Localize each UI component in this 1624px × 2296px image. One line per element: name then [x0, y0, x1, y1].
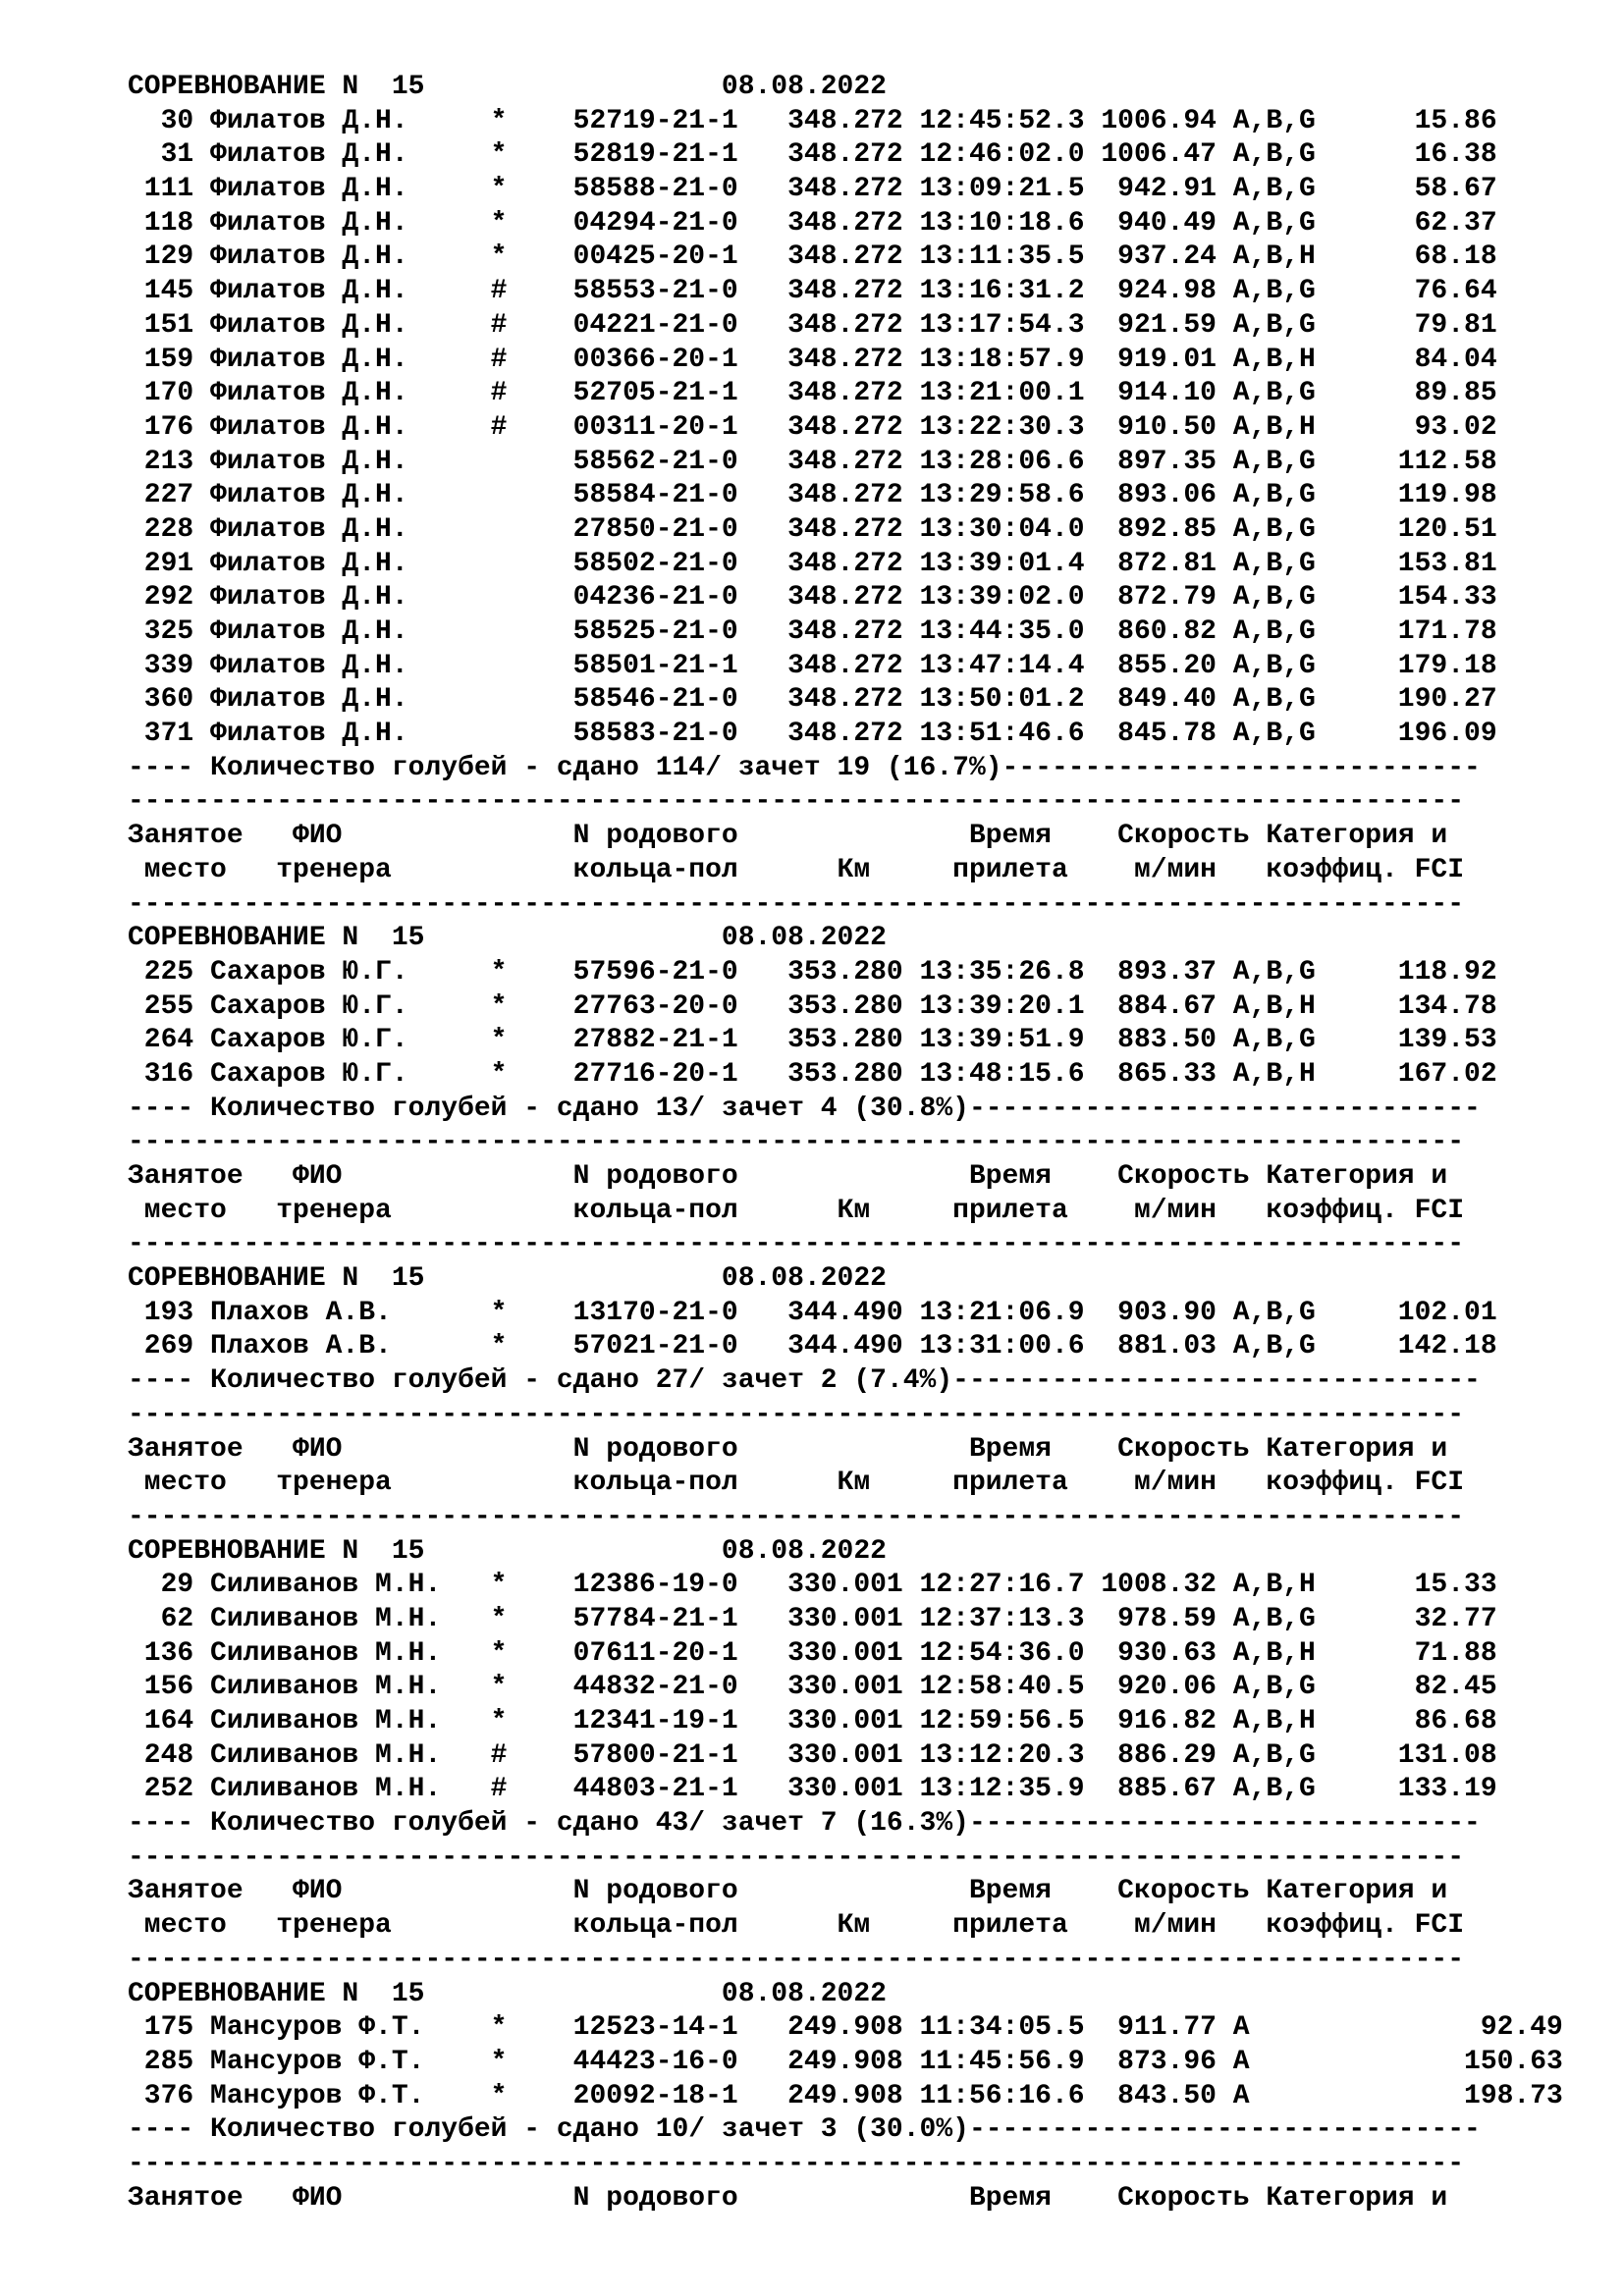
summary-line: ---- Количество голубей - сдано 10/ зачет 3 (30.0%)------------------------------- — [128, 2114, 1481, 2146]
result-row: 31 Филатов Д.Н. * 52819-21-1 348.272 12:46:02.0 1006.47 A,B,G 16.38 — [128, 139, 1497, 171]
result-row: 145 Филатов Д.Н. # 58553-21-0 348.272 13:16:31.2 924.98 A,B,G 76.64 — [128, 276, 1497, 307]
separator-line: --------------------------------------------------------------------------------- — [128, 1842, 1465, 1873]
result-row: 371 Филатов Д.Н. 58583-21-0 348.272 13:51:46.6 845.78 A,B,G 196.09 — [128, 719, 1497, 750]
result-row: 227 Филатов Д.Н. 58584-21-0 348.272 13:29:58.6 893.06 A,B,G 119.98 — [128, 480, 1497, 511]
separator-line: --------------------------------------------------------------------------------- — [128, 786, 1465, 818]
result-row: 164 Силиванов М.Н. * 12341-19-1 330.001 12:59:56.5 916.82 A,B,H 86.68 — [128, 1706, 1497, 1736]
result-row: 176 Филатов Д.Н. # 00311-20-1 348.272 13:22:30.3 910.50 A,B,H 93.02 — [128, 411, 1497, 443]
result-row: 264 Сахаров Ю.Г. * 27882-21-1 353.280 13:39:51.9 883.50 A,B,G 139.53 — [128, 1025, 1497, 1056]
column-header-line-2: место тренера кольца-пол Км прилета м/мин коэффиц. FCI — [128, 1468, 1465, 1499]
result-row: 30 Филатов Д.Н. * 52719-21-1 348.272 12:45:52.3 1006.94 A,B,G 15.86 — [128, 105, 1497, 136]
result-row: 248 Силиванов М.Н. # 57800-21-1 330.001 13:12:20.3 886.29 A,B,G 131.08 — [128, 1739, 1497, 1771]
separator-line: --------------------------------------------------------------------------------- — [128, 1399, 1465, 1430]
column-header-line-1: Занятое ФИО N родового Время Скорость Категория и — [128, 821, 1448, 852]
result-row: 292 Филатов Д.Н. 04236-21-0 348.272 13:39:02.0 872.79 A,B,G 154.33 — [128, 582, 1497, 614]
competition-line: СОРЕВНОВАНИЕ N 15 08.08.2022 — [128, 923, 887, 954]
result-row: 111 Филатов Д.Н. * 58588-21-0 348.272 13:09:21.5 942.91 A,B,G 58.67 — [128, 174, 1497, 205]
summary-line: ---- Количество голубей - сдано 27/ зачет 2 (7.4%)-------------------------------- — [128, 1365, 1481, 1397]
results-document — [128, 71, 1600, 2216]
result-row: 339 Филатов Д.Н. 58501-21-1 348.272 13:47:14.4 855.20 A,B,G 179.18 — [128, 650, 1497, 681]
result-row: 156 Силиванов М.Н. * 44832-21-0 330.001 12:58:40.5 920.06 A,B,G 82.45 — [128, 1672, 1497, 1703]
competition-line: СОРЕВНОВАНИЕ N 15 08.08.2022 — [128, 1978, 887, 2009]
results-block — [128, 71, 1600, 785]
column-header-line-1: Занятое ФИО N родового Время Скорость Категория и — [128, 1876, 1448, 1907]
result-row: 159 Филатов Д.Н. # 00366-20-1 348.272 13:18:57.9 919.01 A,B,H 84.04 — [128, 344, 1497, 375]
summary-line: ---- Количество голубей - сдано 43/ зачет 7 (16.3%)------------------------------- — [128, 1808, 1481, 1840]
competition-line: СОРЕВНОВАНИЕ N 15 08.08.2022 — [128, 72, 887, 102]
result-row: 170 Филатов Д.Н. # 52705-21-1 348.272 13:21:00.1 914.10 A,B,G 89.85 — [128, 378, 1497, 409]
separator-line: --------------------------------------------------------------------------------- — [128, 1501, 1465, 1532]
column-header-line-1: Занятое ФИО N родового Время Скорость Категория и — [128, 1161, 1448, 1192]
result-row: 29 Силиванов М.Н. * 12386-19-0 330.001 12:27:16.7 1008.32 A,B,H 15.33 — [128, 1570, 1497, 1601]
result-row: 255 Сахаров Ю.Г. * 27763-20-0 353.280 13:39:20.1 884.67 A,B,H 134.78 — [128, 990, 1497, 1022]
result-row: 285 Мансуров Ф.Т. * 44423-16-0 249.908 11:45:56.9 873.96 A 150.63 — [128, 2046, 1563, 2077]
separator-line: --------------------------------------------------------------------------------- — [128, 1229, 1465, 1260]
result-row: 252 Силиванов М.Н. # 44803-21-1 330.001 13:12:35.9 885.67 A,B,G 133.19 — [128, 1774, 1497, 1805]
result-row: 228 Филатов Д.Н. 27850-21-0 348.272 13:30:04.0 892.85 A,B,G 120.51 — [128, 513, 1497, 545]
result-row: 269 Плахов А.В. * 57021-21-0 344.490 13:31:00.6 881.03 A,B,G 142.18 — [128, 1331, 1497, 1362]
separator-line: --------------------------------------------------------------------------------- — [128, 2148, 1465, 2179]
summary-line: ---- Количество голубей - сдано 13/ зачет 4 (30.8%)------------------------------- — [128, 1093, 1481, 1124]
separator-line: --------------------------------------------------------------------------------- — [128, 1127, 1465, 1158]
results-block — [128, 1126, 1600, 1399]
trailing-header-block — [128, 2148, 1600, 2216]
results-rows — [128, 105, 1600, 752]
column-header-line-1: Занятое ФИО N родового Время Скорость Категория и — [128, 1433, 1448, 1465]
results-block — [128, 1399, 1600, 1842]
result-row: 136 Силиванов М.Н. * 07611-20-1 330.001 12:54:36.0 930.63 A,B,H 71.88 — [128, 1637, 1497, 1669]
result-row: 213 Филатов Д.Н. 58562-21-0 348.272 13:28:06.6 897.35 A,B,G 112.58 — [128, 446, 1497, 477]
column-header-line-1: Занятое ФИО N родового Время Скорость Категория и — [128, 2182, 1448, 2214]
result-row: 193 Плахов А.В. * 13170-21-0 344.490 13:21:06.9 903.90 A,B,G 102.01 — [128, 1297, 1497, 1328]
summary-line: ---- Количество голубей - сдано 114/ зачет 19 (16.7%)----------------------------- — [128, 752, 1481, 783]
competition-line: СОРЕВНОВАНИЕ N 15 08.08.2022 — [128, 1535, 887, 1567]
result-row: 62 Силиванов М.Н. * 57784-21-1 330.001 12:37:13.3 978.59 A,B,G 32.77 — [128, 1603, 1497, 1634]
result-row: 360 Филатов Д.Н. 58546-21-0 348.272 13:50:01.2 849.40 A,B,G 190.27 — [128, 684, 1497, 716]
result-row: 325 Филатов Д.Н. 58525-21-0 348.272 13:44:35.0 860.82 A,B,G 171.78 — [128, 616, 1497, 647]
column-header-line-2: место тренера кольца-пол Км прилета м/мин коэффиц. FCI — [128, 1195, 1465, 1226]
column-header-line-2: место тренера кольца-пол Км прилета м/мин коэффиц. FCI — [128, 854, 1465, 885]
column-header-line-2: место тренера кольца-пол Км прилета м/мин коэффиц. FCI — [128, 1910, 1465, 1942]
result-row: 316 Сахаров Ю.Г. * 27716-20-1 353.280 13:48:15.6 865.33 A,B,H 167.02 — [128, 1058, 1497, 1090]
result-row: 175 Мансуров Ф.Т. * 12523-14-1 249.908 11:34:05.5 911.77 A 92.49 — [128, 2012, 1563, 2044]
results-block — [128, 1842, 1600, 2148]
separator-line: --------------------------------------------------------------------------------- — [128, 888, 1465, 920]
result-row: 129 Филатов Д.Н. * 00425-20-1 348.272 13:11:35.5 937.24 A,B,H 68.18 — [128, 241, 1497, 273]
separator-line: --------------------------------------------------------------------------------- — [128, 1944, 1465, 1975]
result-row: 225 Сахаров Ю.Г. * 57596-21-0 353.280 13:35:26.8 893.37 A,B,G 118.92 — [128, 956, 1497, 988]
result-row: 151 Филатов Д.Н. # 04221-21-0 348.272 13:17:54.3 921.59 A,B,G 79.81 — [128, 309, 1497, 341]
result-row: 118 Филатов Д.Н. * 04294-21-0 348.272 13:10:18.6 940.49 A,B,G 62.37 — [128, 207, 1497, 239]
result-row: 376 Мансуров Ф.Т. * 20092-18-1 249.908 11:56:16.6 843.50 A 198.73 — [128, 2080, 1563, 2111]
results-block — [128, 785, 1600, 1126]
result-row: 291 Филатов Д.Н. 58502-21-0 348.272 13:39:01.4 872.81 A,B,G 153.81 — [128, 548, 1497, 579]
competition-line: СОРЕВНОВАНИЕ N 15 08.08.2022 — [128, 1263, 887, 1295]
